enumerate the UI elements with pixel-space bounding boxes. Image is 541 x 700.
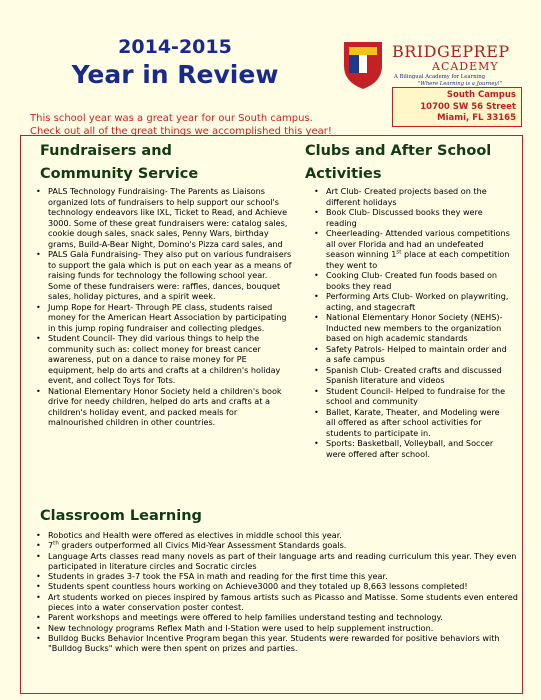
list-item: • Students in grades 3-7 took the FSA in math and reading for the first time this year. [32, 571, 518, 581]
list-item: • Language Arts classes read many novels as part of their language arts and reading curriculum this year. They even participated in literature circles and Socratic circles [32, 551, 518, 572]
list-item: • Students spent countless hours working on Achieve3000 and they totaled up 8,663 lessons completed! [32, 581, 518, 591]
list-item: • Sports: Basketball, Volleyball, and Soccer were offered after school. [310, 438, 510, 459]
list-item: • Parent workshops and meetings were offered to help families understand testing and technology. [32, 612, 518, 622]
list-item: • Jump Rope for Heart- Through PE class, students raised money for the American Heart Association by participating in this jump roping fundraiser and collecting pledges. [32, 302, 292, 334]
clubs-heading-line-1: Clubs and After School [305, 143, 492, 159]
page-title: Year in Review [71, 60, 279, 89]
bridgeprep-logo [340, 40, 520, 90]
address-box [392, 87, 522, 127]
school-year: 2014-2015 [118, 36, 232, 58]
street-address: 10700 SW 56 Street [420, 101, 516, 112]
seventh-text: graders outperformed all Civics Mid-Year Assessment Standards goals. [58, 540, 347, 551]
list-item [310, 228, 510, 270]
logo-tagline: A Bilingual Academy for Learning [394, 74, 486, 80]
list-item: • Student Council- They did various things to help the community such as: collect money for breast cancer awareness, put on a dance to raise money for PE equipment, help do arts and crafts at a children's holiday event, and collect Toys for Tots. [32, 333, 292, 386]
list-item: • Art Club- Created projects based on the different holidays [310, 186, 510, 207]
cheer-text: Cheerleading- Attended various competitions all over Florida and had an undefeated season winning 1 [326, 228, 510, 259]
list-item: • Art students worked on pieces inspired by famous artists such as Picasso and Matisse. Some students even entered pieces into a water conservation poster contest. [32, 592, 518, 613]
fundraisers-heading-line-2: Community Service [40, 166, 199, 182]
intro-line-2: Check out all of the great things we accomplished this year! [30, 126, 332, 137]
list-item: • Ballet, Karate, Theater, and Modeling were all offered as after school activities for students to participate in. [310, 407, 510, 439]
clubs-heading-line-2: Activities [305, 166, 382, 182]
clubs-list [310, 186, 510, 459]
logo-motto: "Where Learning is a Journey!" [418, 81, 503, 87]
fundraisers-list [32, 186, 292, 428]
classroom-heading: Classroom Learning [40, 508, 202, 524]
logo-brand-text: BRIDGEPREP [392, 42, 510, 61]
logo-academy-text: ACADEMY [432, 60, 499, 73]
list-item: • National Elementary Honor Society (NEHS)- Inducted new members to the organization based on high academic standards [310, 312, 510, 344]
ordinal-suffix: st [396, 249, 402, 256]
list-item: • Bulldog Bucks Behavior Incentive Program began this year. Students were rewarded for positive behaviors with "Bulldog Bucks" which were then spent on prizes and parties. [32, 633, 518, 654]
cheer-text-end: place at each competition they went to [326, 249, 510, 270]
list-item: • PALS Technology Fundraising- The Parents as Liaisons organized lots of fundraisers to help support our school's technology endeavors like IXL, Ticket to Read, and Achieve 3000. Some of these great fundraisers were: catalog sales, cookie dough sales, snack sales, Penny Wars, birthday grams, Build-A-Bear Night, Domino's Pizza card sales, and [32, 186, 292, 249]
classroom-list [32, 530, 518, 654]
intro-line-1: This school year was a great year for our South campus. [30, 113, 313, 124]
city-state-zip: Miami, FL 33165 [437, 113, 516, 123]
clubs-heading [305, 140, 491, 186]
campus-name: South Campus [446, 90, 516, 100]
list-item: • Spanish Club- Created crafts and discussed Spanish literature and videos [310, 365, 510, 386]
list-item: • New technology programs Reflex Math and I-Station were used to help supplement instruction. [32, 623, 518, 633]
list-item [32, 540, 518, 550]
list-item: • Book Club- Discussed books they were reading [310, 207, 510, 228]
list-item: • Cooking Club- Created fun foods based on books they read [310, 270, 510, 291]
list-item: • PALS Gala Fundraising- They also put on various fundraisers to support the gala which is put on each year as a means of raising funds for technology the following school year. Some of these fundraisers were: raffles, dances, bouquet sales, holiday pictures, and a spirit week. [32, 249, 292, 302]
fundraisers-heading-line-1: Fundraisers and [40, 143, 172, 159]
list-item: • Robotics and Health were offered as electives in middle school this year. [32, 530, 518, 540]
list-item: • Performing Arts Club- Worked on playwriting, acting, and stagecraft [310, 291, 510, 312]
list-item: • Student Council- Helped to fundraise for the school and community [310, 386, 510, 407]
shield-icon [340, 40, 386, 90]
list-item: • Safety Patrols- Helped to maintain order and a safe campus [310, 344, 510, 365]
ordinal-suffix: th [53, 540, 59, 547]
grade-number: 7 [48, 540, 54, 551]
list-item: • National Elementary Honor Society held a children's book drive for needy children, helped do arts and crafts at a children's holiday event, and packed meals for malnourished children in other countries. [32, 386, 292, 428]
fundraisers-heading [40, 140, 198, 186]
